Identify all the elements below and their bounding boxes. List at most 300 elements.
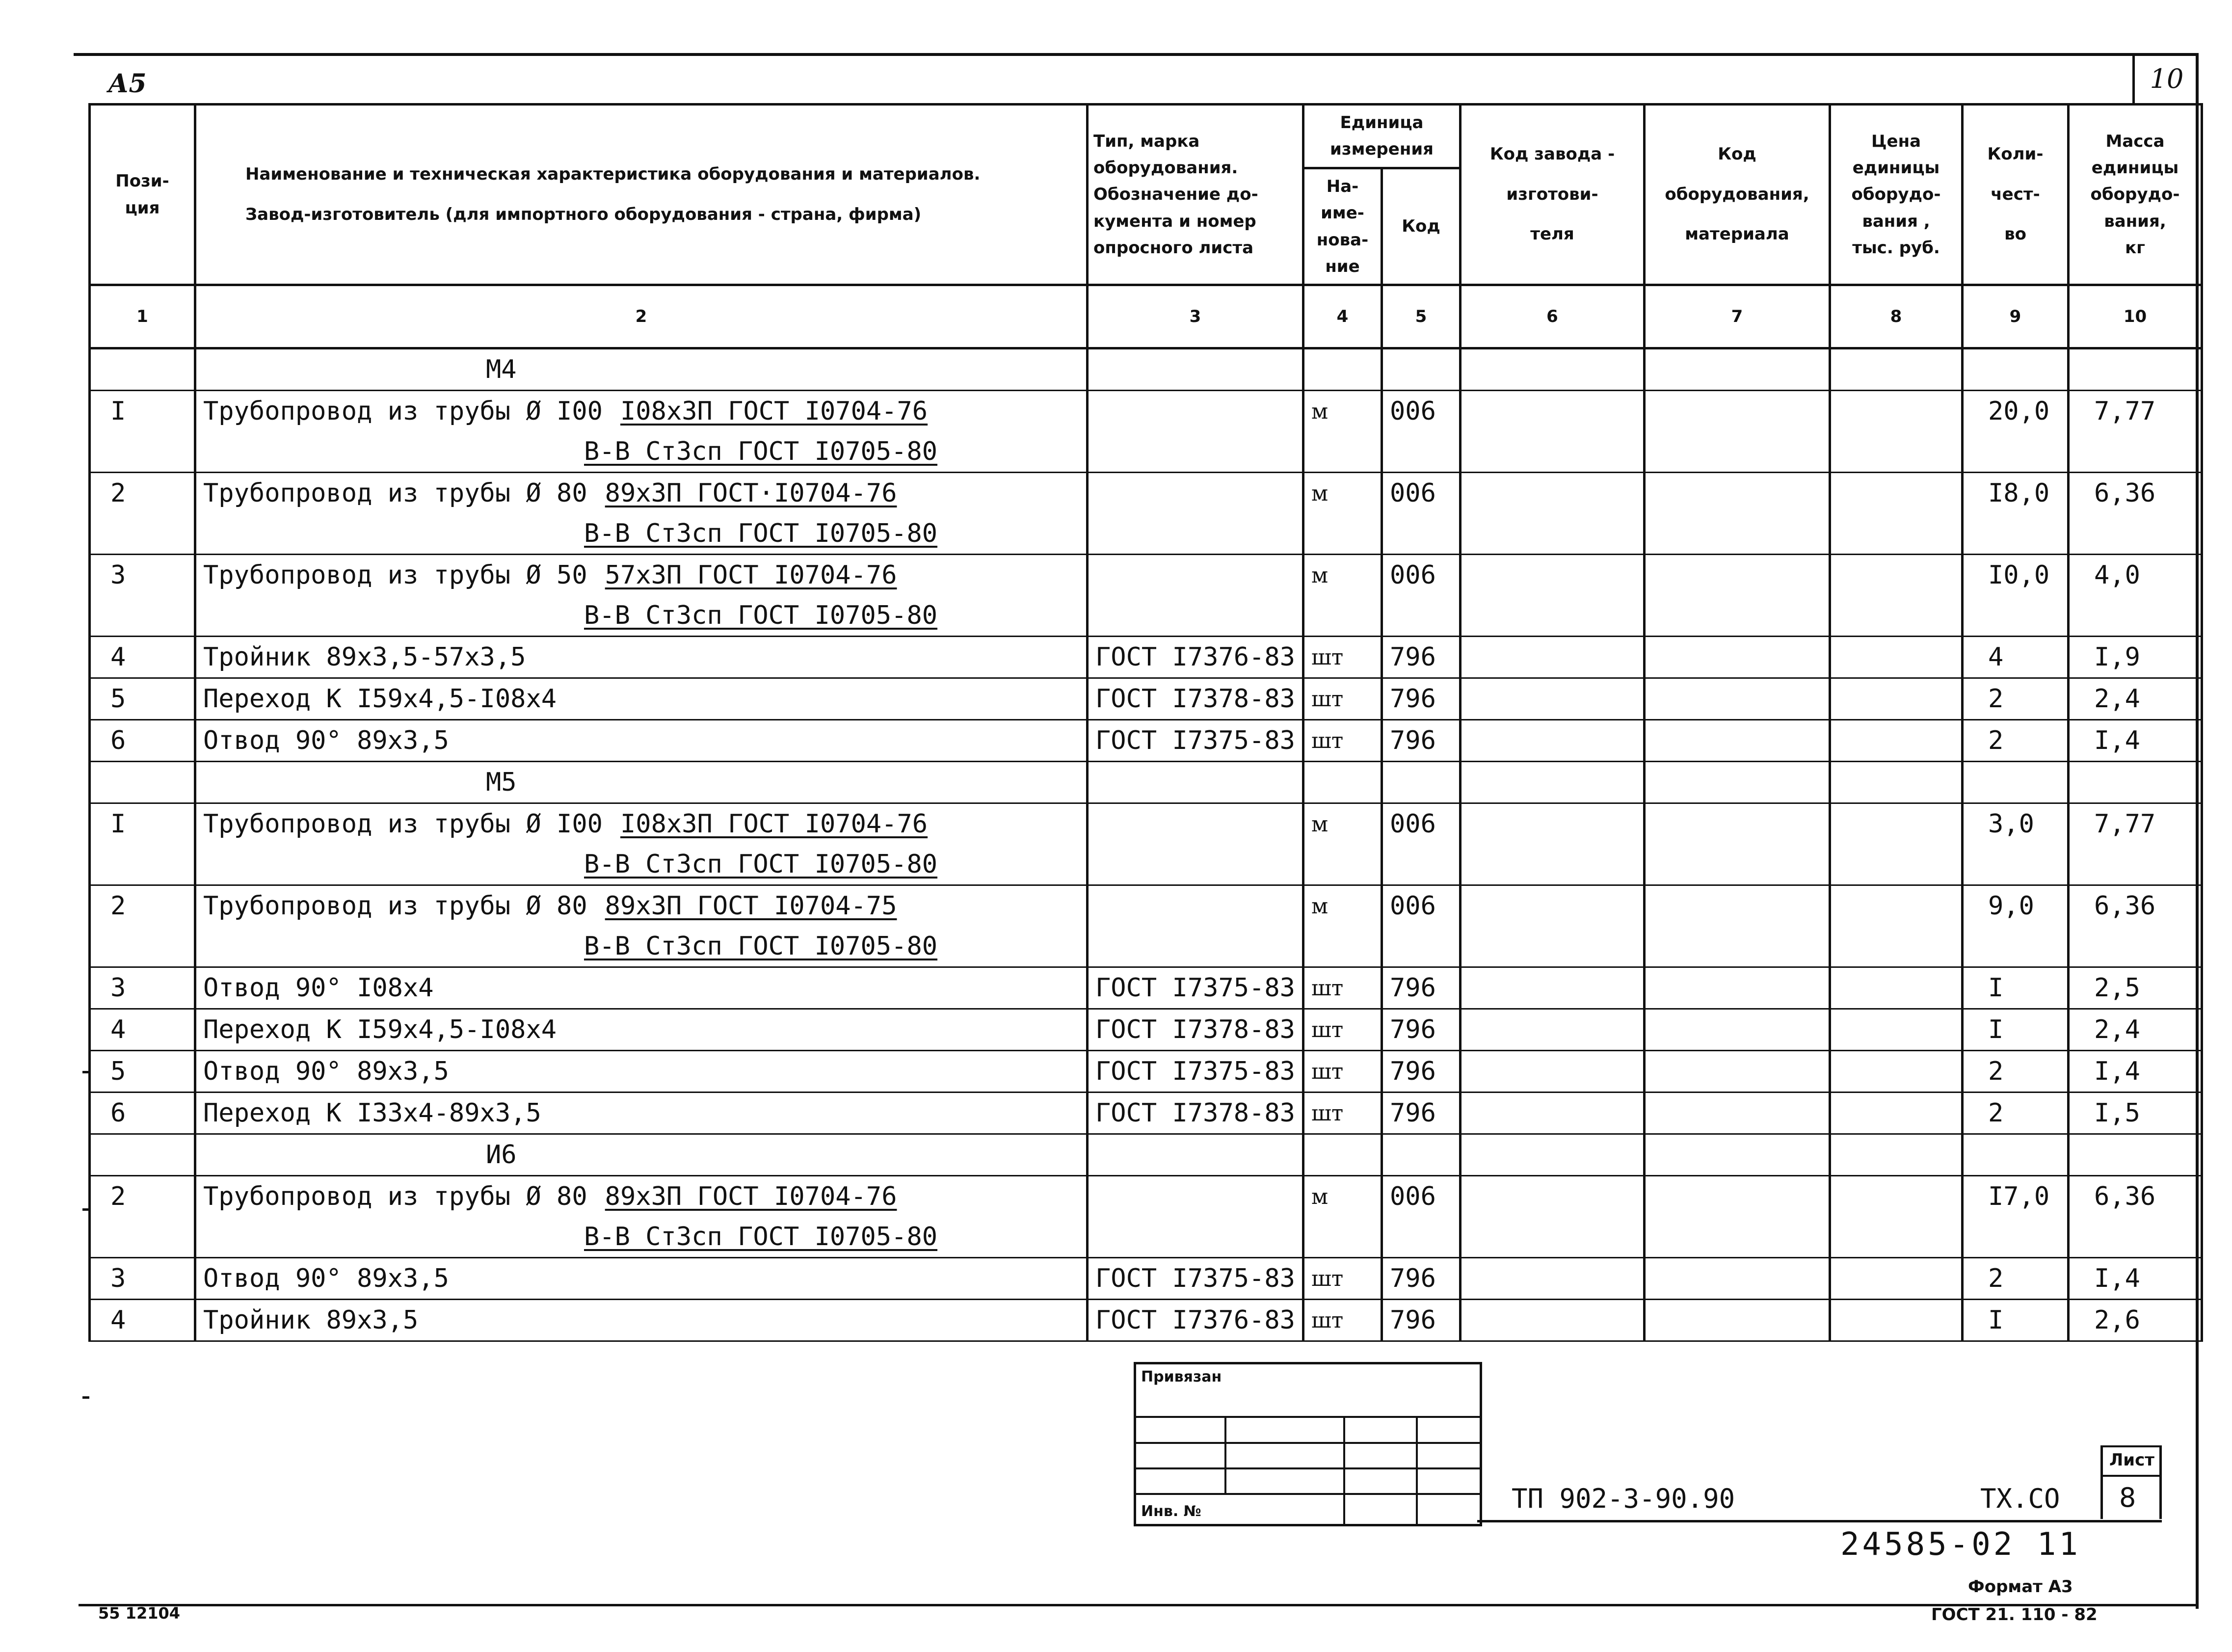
item-name: Переход К I59х4,5-I08х4 xyxy=(203,684,557,714)
empty-cell xyxy=(2069,926,2202,967)
position-cell: 6 xyxy=(90,1092,195,1134)
header-mass: Масса единицы оборудо- вания, кг xyxy=(2069,105,2202,285)
mass-cell: 7,77 xyxy=(2069,803,2202,845)
item-name: Отвод 90° 89х3,5 xyxy=(203,1057,449,1087)
empty-cell xyxy=(1963,595,2069,637)
column-numbers-row xyxy=(90,285,2202,348)
item-name: Переход К I59х4,5-I08х4 xyxy=(203,1015,557,1045)
table-row xyxy=(90,1051,2202,1092)
price-cell xyxy=(1830,885,1963,927)
equipment-code-cell xyxy=(1645,803,1830,845)
empty-cell xyxy=(1382,844,1461,885)
name-cell xyxy=(195,555,1088,596)
table-row xyxy=(90,555,2202,596)
equipment-code-cell xyxy=(1645,473,1830,514)
linked-label: Привязан xyxy=(1141,1368,1222,1386)
unit-name-cell: шт xyxy=(1303,1300,1382,1341)
item-name: Трубопровод из трубы Ø I00 xyxy=(203,397,603,426)
table-row xyxy=(90,1092,2202,1134)
factory-code-cell xyxy=(1461,1176,1645,1217)
unit-code-cell: 796 xyxy=(1382,1051,1461,1092)
position-cell: 2 xyxy=(90,885,195,927)
col-number: 3 xyxy=(1088,285,1303,348)
document-code: ТП 902-3-90.90 xyxy=(1512,1483,1735,1514)
position-cell: 4 xyxy=(90,637,195,678)
empty-cell xyxy=(1088,431,1303,473)
empty-cell xyxy=(2069,762,2202,803)
factory-code-cell xyxy=(1461,720,1645,762)
empty-cell xyxy=(1830,348,1963,391)
empty-cell xyxy=(1963,926,2069,967)
empty-cell xyxy=(1382,431,1461,473)
quantity-cell: 2 xyxy=(1963,1092,2069,1134)
item-name: Отвод 90° I08х4 xyxy=(203,973,434,1003)
material-spec: В-В Ст3сп ГОСТ I0705-80 xyxy=(584,519,938,549)
col-number: 4 xyxy=(1303,285,1382,348)
empty-cell xyxy=(1461,926,1645,967)
table-body xyxy=(90,348,2202,1341)
empty-cell xyxy=(1963,1134,2069,1176)
name-cell xyxy=(195,637,1088,678)
empty-cell xyxy=(1645,926,1830,967)
price-cell xyxy=(1830,1092,1963,1134)
quantity-cell: I7,0 xyxy=(1963,1176,2069,1217)
quantity-cell: 2 xyxy=(1963,720,2069,762)
quantity-cell: I0,0 xyxy=(1963,555,2069,596)
unit-code-cell: 796 xyxy=(1382,1092,1461,1134)
table-row xyxy=(90,678,2202,720)
empty-cell xyxy=(1963,431,2069,473)
equipment-code-cell xyxy=(1645,885,1830,927)
empty-cell xyxy=(1645,513,1830,555)
factory-code-cell xyxy=(1461,1300,1645,1341)
quantity-cell: 4 xyxy=(1963,637,2069,678)
empty-cell xyxy=(1382,762,1461,803)
mass-cell: I,4 xyxy=(2069,720,2202,762)
unit-code-cell: 006 xyxy=(1382,1176,1461,1217)
empty-cell xyxy=(2069,1217,2202,1258)
format-label: Формат А3 xyxy=(1968,1577,2073,1597)
price-cell xyxy=(1830,555,1963,596)
empty-cell xyxy=(1963,348,2069,391)
equipment-code-cell xyxy=(1645,555,1830,596)
col-number: 5 xyxy=(1382,285,1461,348)
position-cell: 5 xyxy=(90,1051,195,1092)
empty-cell xyxy=(1830,431,1963,473)
item-spec: 89х3П ГОСТ I0704-75 xyxy=(605,891,897,921)
type-cell: ГОСТ I7375-83 xyxy=(1088,1258,1303,1300)
mass-cell: 7,77 xyxy=(2069,391,2202,432)
empty-cell xyxy=(1830,1134,1963,1176)
empty-cell xyxy=(1088,1217,1303,1258)
price-cell xyxy=(1830,1176,1963,1217)
empty-cell xyxy=(1645,431,1830,473)
table-row xyxy=(90,1009,2202,1051)
empty-cell xyxy=(1303,926,1382,967)
header-name: Наименование и техническая характеристика оборудования и материалов. Завод-изготовитель (для импортного оборудования - страна, фирма) xyxy=(195,105,1088,285)
unit-code-cell: 006 xyxy=(1382,473,1461,514)
mass-cell: 2,5 xyxy=(2069,967,2202,1009)
unit-code-cell: 796 xyxy=(1382,1258,1461,1300)
empty-cell xyxy=(1382,1217,1461,1258)
empty-cell xyxy=(90,926,195,967)
equipment-code-cell xyxy=(1645,1300,1830,1341)
empty-cell xyxy=(1382,348,1461,391)
table-row xyxy=(90,473,2202,514)
empty-cell xyxy=(1303,595,1382,637)
sheet-mark: А5 xyxy=(108,69,147,99)
header-price: Цена единицы оборудо- вания , тыс. руб. xyxy=(1830,105,1963,285)
margin-tick xyxy=(82,1071,89,1073)
empty-cell xyxy=(1645,844,1830,885)
stamp-bottom-line xyxy=(1477,1520,2162,1522)
empty-cell xyxy=(1645,762,1830,803)
gost-label: ГОСТ 21. 110 - 82 xyxy=(1931,1605,2098,1625)
empty-cell xyxy=(2069,844,2202,885)
empty-cell xyxy=(1461,513,1645,555)
unit-code-cell: 796 xyxy=(1382,1300,1461,1341)
unit-name-cell: шт xyxy=(1303,1092,1382,1134)
type-cell xyxy=(1088,885,1303,927)
price-cell xyxy=(1830,967,1963,1009)
table-row-continuation xyxy=(90,926,2202,967)
position-cell: 2 xyxy=(90,1176,195,1217)
section-row xyxy=(90,1134,2202,1176)
empty-cell xyxy=(1088,926,1303,967)
item-name: Отвод 90° 89х3,5 xyxy=(203,726,449,756)
empty-cell xyxy=(1830,844,1963,885)
unit-name-cell: м xyxy=(1303,803,1382,845)
empty-cell xyxy=(1303,844,1382,885)
type-cell: ГОСТ I7376-83 xyxy=(1088,637,1303,678)
factory-code-cell xyxy=(1461,1092,1645,1134)
empty-cell xyxy=(1645,1134,1830,1176)
stamp-line xyxy=(1136,1416,1480,1418)
factory-code-cell xyxy=(1461,803,1645,845)
material-spec: В-В Ст3сп ГОСТ I0705-80 xyxy=(584,1222,938,1252)
inventory-label: Инв. № xyxy=(1141,1503,1201,1520)
equipment-code-cell xyxy=(1645,1009,1830,1051)
empty-cell xyxy=(1382,1134,1461,1176)
empty-cell xyxy=(2069,431,2202,473)
mass-cell: 6,36 xyxy=(2069,885,2202,927)
empty-cell xyxy=(90,762,195,803)
unit-name-cell: шт xyxy=(1303,720,1382,762)
name-cell xyxy=(195,1009,1088,1051)
margin-tick xyxy=(82,1396,89,1399)
empty-cell xyxy=(1088,844,1303,885)
stamp-line xyxy=(1416,1416,1418,1524)
empty-cell xyxy=(90,513,195,555)
material-cell xyxy=(195,431,1088,473)
price-cell xyxy=(1830,637,1963,678)
table-row xyxy=(90,1258,2202,1300)
position-cell: I xyxy=(90,391,195,432)
unit-name-cell: м xyxy=(1303,473,1382,514)
mass-cell: 6,36 xyxy=(2069,1176,2202,1217)
unit-code-cell: 006 xyxy=(1382,803,1461,845)
price-cell xyxy=(1830,1009,1963,1051)
empty-cell xyxy=(90,1217,195,1258)
unit-name-cell: м xyxy=(1303,555,1382,596)
stamp-line xyxy=(1136,1442,1480,1444)
quantity-cell: 9,0 xyxy=(1963,885,2069,927)
mass-cell: I,5 xyxy=(2069,1092,2202,1134)
unit-code-cell: 796 xyxy=(1382,967,1461,1009)
item-name: Отвод 90° 89х3,5 xyxy=(203,1264,449,1294)
margin-tick xyxy=(82,1208,89,1211)
mass-cell: 2,6 xyxy=(2069,1300,2202,1341)
quantity-cell: I xyxy=(1963,1009,2069,1051)
header-quantity: Коли- чест- во xyxy=(1963,105,2069,285)
factory-code-cell xyxy=(1461,391,1645,432)
type-cell: ГОСТ I7376-83 xyxy=(1088,1300,1303,1341)
table-row xyxy=(90,637,2202,678)
material-spec: В-В Ст3сп ГОСТ I0705-80 xyxy=(584,850,938,879)
material-spec: В-В Ст3сп ГОСТ I0705-80 xyxy=(584,932,938,961)
empty-cell xyxy=(1461,431,1645,473)
unit-name-cell: шт xyxy=(1303,1051,1382,1092)
empty-cell xyxy=(1303,431,1382,473)
type-cell: ГОСТ I7378-83 xyxy=(1088,678,1303,720)
item-name: Трубопровод из трубы Ø 50 xyxy=(203,560,587,590)
empty-cell xyxy=(1088,595,1303,637)
material-cell xyxy=(195,844,1088,885)
col-number: 1 xyxy=(90,285,195,348)
empty-cell xyxy=(1461,595,1645,637)
empty-cell xyxy=(1830,595,1963,637)
position-cell: 6 xyxy=(90,720,195,762)
empty-cell xyxy=(90,595,195,637)
header-type: Тип, марка оборудования. Обозначение до- кумента и номер опросного листа xyxy=(1088,105,1303,285)
table-row-continuation xyxy=(90,431,2202,473)
item-spec: 57х3П ГОСТ I0704-76 xyxy=(605,560,897,590)
page-number: 10 xyxy=(2132,54,2199,106)
empty-cell xyxy=(1382,513,1461,555)
price-cell xyxy=(1830,1258,1963,1300)
unit-name-cell: шт xyxy=(1303,1258,1382,1300)
col-number: 8 xyxy=(1830,285,1963,348)
factory-code-cell xyxy=(1461,473,1645,514)
position-cell: 3 xyxy=(90,1258,195,1300)
empty-cell xyxy=(1830,762,1963,803)
empty-cell xyxy=(1830,926,1963,967)
table-row-continuation xyxy=(90,513,2202,555)
quantity-cell: 2 xyxy=(1963,1051,2069,1092)
material-cell xyxy=(195,1217,1088,1258)
empty-cell xyxy=(1461,1217,1645,1258)
section-row xyxy=(90,762,2202,803)
empty-cell xyxy=(1645,1217,1830,1258)
type-cell xyxy=(1088,1176,1303,1217)
empty-cell xyxy=(1963,762,2069,803)
table-row-continuation xyxy=(90,844,2202,885)
empty-cell xyxy=(1303,1217,1382,1258)
empty-cell xyxy=(1303,348,1382,391)
section-label: М4 xyxy=(195,348,1088,391)
table-row xyxy=(90,1176,2202,1217)
empty-cell xyxy=(1830,1217,1963,1258)
name-cell xyxy=(195,1051,1088,1092)
price-cell xyxy=(1830,391,1963,432)
unit-code-cell: 006 xyxy=(1382,555,1461,596)
header-equipment-code: Код оборудования, материала xyxy=(1645,105,1830,285)
price-cell xyxy=(1830,720,1963,762)
section-row xyxy=(90,348,2202,391)
position-cell: 5 xyxy=(90,678,195,720)
title-stamp-box xyxy=(1134,1362,1482,1526)
equipment-code-cell xyxy=(1645,1092,1830,1134)
type-cell: ГОСТ I7375-83 xyxy=(1088,720,1303,762)
item-name: Трубопровод из трубы Ø 80 xyxy=(203,1182,587,1212)
name-cell xyxy=(195,1176,1088,1217)
type-cell: ГОСТ I7378-83 xyxy=(1088,1009,1303,1051)
empty-cell xyxy=(1461,762,1645,803)
position-cell: 3 xyxy=(90,967,195,1009)
section-label: И6 xyxy=(195,1134,1088,1176)
empty-cell xyxy=(1088,762,1303,803)
quantity-cell: I xyxy=(1963,967,2069,1009)
unit-code-cell: 796 xyxy=(1382,637,1461,678)
position-cell: 4 xyxy=(90,1009,195,1051)
header-factory-code: Код завода - изготови- теля xyxy=(1461,105,1645,285)
price-cell xyxy=(1830,1051,1963,1092)
empty-cell xyxy=(1303,762,1382,803)
type-cell xyxy=(1088,391,1303,432)
table-row xyxy=(90,967,2202,1009)
equipment-code-cell xyxy=(1645,720,1830,762)
mass-cell: I,9 xyxy=(2069,637,2202,678)
empty-cell xyxy=(1645,595,1830,637)
type-cell: ГОСТ I7375-83 xyxy=(1088,1051,1303,1092)
type-cell: ГОСТ I7378-83 xyxy=(1088,1092,1303,1134)
item-name: Тройник 89х3,5-57х3,5 xyxy=(203,642,526,672)
type-cell xyxy=(1088,555,1303,596)
empty-cell xyxy=(1645,348,1830,391)
unit-name-cell: м xyxy=(1303,391,1382,432)
position-cell: 4 xyxy=(90,1300,195,1341)
sheet-number: 8 xyxy=(2119,1482,2136,1513)
unit-name-cell: шт xyxy=(1303,967,1382,1009)
unit-code-cell: 006 xyxy=(1382,391,1461,432)
empty-cell xyxy=(1461,844,1645,885)
col-number: 2 xyxy=(195,285,1088,348)
empty-cell xyxy=(1963,1217,2069,1258)
header-unit-group: Единица измерения xyxy=(1303,105,1461,168)
unit-code-cell: 006 xyxy=(1382,885,1461,927)
item-spec: 89х3П ГОСТ·I0704-76 xyxy=(605,479,897,508)
section-label: М5 xyxy=(195,762,1088,803)
item-spec: 89х3П ГОСТ I0704-76 xyxy=(605,1182,897,1212)
table-row xyxy=(90,885,2202,927)
equipment-code-cell xyxy=(1645,637,1830,678)
item-spec: I08х3П ГОСТ I0704-76 xyxy=(620,397,928,426)
unit-name-cell: шт xyxy=(1303,637,1382,678)
unit-name-cell: м xyxy=(1303,885,1382,927)
quantity-cell: I xyxy=(1963,1300,2069,1341)
quantity-cell: 2 xyxy=(1963,678,2069,720)
col-number: 6 xyxy=(1461,285,1645,348)
table-row xyxy=(90,720,2202,762)
empty-cell xyxy=(1963,844,2069,885)
factory-code-cell xyxy=(1461,1051,1645,1092)
equipment-code-cell xyxy=(1645,1051,1830,1092)
unit-code-cell: 796 xyxy=(1382,720,1461,762)
mass-cell: I,4 xyxy=(2069,1258,2202,1300)
price-cell xyxy=(1830,803,1963,845)
table-header xyxy=(90,105,2202,348)
empty-cell xyxy=(2069,595,2202,637)
material-cell xyxy=(195,595,1088,637)
mass-cell: 6,36 xyxy=(2069,473,2202,514)
header-unit-code: Код xyxy=(1382,168,1461,285)
header-position: Пози- ция xyxy=(90,105,195,285)
item-name: Тройник 89х3,5 xyxy=(203,1306,419,1335)
empty-cell xyxy=(1382,595,1461,637)
empty-cell xyxy=(1461,1134,1645,1176)
material-spec: В-В Ст3сп ГОСТ I0705-80 xyxy=(584,601,938,631)
name-cell xyxy=(195,803,1088,845)
unit-name-cell: шт xyxy=(1303,678,1382,720)
table-row-continuation xyxy=(90,595,2202,637)
empty-cell xyxy=(1303,1134,1382,1176)
col-number: 10 xyxy=(2069,285,2202,348)
factory-code-cell xyxy=(1461,678,1645,720)
name-cell xyxy=(195,1300,1088,1341)
mass-cell: I,4 xyxy=(2069,1051,2202,1092)
factory-code-cell xyxy=(1461,1009,1645,1051)
empty-cell xyxy=(90,844,195,885)
document-mark: ТХ.СО xyxy=(1980,1483,2060,1514)
stamp-line xyxy=(1343,1416,1345,1524)
item-name: Трубопровод из трубы Ø 80 xyxy=(203,891,587,921)
stamp-line xyxy=(1136,1467,1480,1469)
equipment-code-cell xyxy=(1645,1258,1830,1300)
quantity-cell: 2 xyxy=(1963,1258,2069,1300)
table-row xyxy=(90,391,2202,432)
empty-cell xyxy=(1461,348,1645,391)
name-cell xyxy=(195,720,1088,762)
mass-cell: 2,4 xyxy=(2069,678,2202,720)
factory-code-cell xyxy=(1461,885,1645,927)
table-row xyxy=(90,1300,2202,1341)
empty-cell xyxy=(1088,513,1303,555)
sheet-label: Лист xyxy=(2109,1450,2154,1470)
handwritten-number: 24585-02 11 xyxy=(1840,1526,2081,1563)
table-row-continuation xyxy=(90,1217,2202,1258)
mass-cell: 4,0 xyxy=(2069,555,2202,596)
unit-name-cell: шт xyxy=(1303,1009,1382,1051)
name-cell xyxy=(195,1258,1088,1300)
item-name: Переход К I33х4-89х3,5 xyxy=(203,1098,541,1128)
quantity-cell: 20,0 xyxy=(1963,391,2069,432)
equipment-code-cell xyxy=(1645,1176,1830,1217)
specification-table xyxy=(88,103,2203,1342)
empty-cell xyxy=(1303,513,1382,555)
equipment-code-cell xyxy=(1645,967,1830,1009)
equipment-code-cell xyxy=(1645,678,1830,720)
col-number: 7 xyxy=(1645,285,1830,348)
type-cell xyxy=(1088,803,1303,845)
stamp-line xyxy=(1224,1416,1226,1494)
factory-code-cell xyxy=(1461,1258,1645,1300)
unit-name-cell: м xyxy=(1303,1176,1382,1217)
price-cell xyxy=(1830,678,1963,720)
factory-code-cell xyxy=(1461,967,1645,1009)
item-name: Трубопровод из трубы Ø I00 xyxy=(203,809,603,839)
name-cell xyxy=(195,967,1088,1009)
material-cell xyxy=(195,513,1088,555)
